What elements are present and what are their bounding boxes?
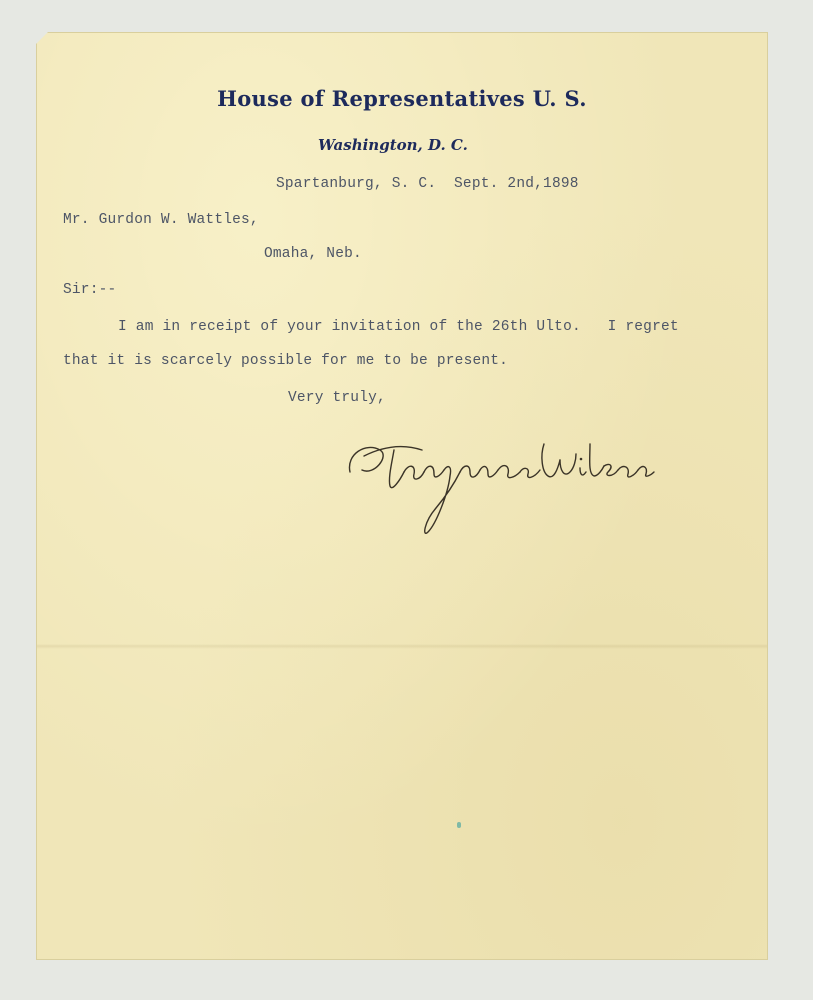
ink-spot — [457, 822, 461, 828]
letterhead-city: Washington, D. C. — [318, 136, 468, 154]
recipient-city: Omaha, Neb. — [264, 246, 362, 262]
body-line-1: I am in receipt of your invitation of the 26th Ulto. I regret — [118, 319, 679, 335]
recipient-name: Mr. Gurdon W. Wattles, — [63, 212, 259, 228]
salutation: Sir:-- — [63, 282, 117, 298]
letterhead-title: House of Representatives U. S. — [217, 86, 587, 111]
closing: Very truly, — [288, 390, 386, 406]
letter-paper — [36, 32, 768, 960]
body-line-2: that it is scarcely possible for me to be present. — [63, 353, 509, 369]
folded-corner — [36, 32, 48, 44]
place-date: Spartanburg, S. C. Sept. 2nd,1898 — [276, 176, 579, 192]
handwritten-signature — [344, 414, 656, 544]
